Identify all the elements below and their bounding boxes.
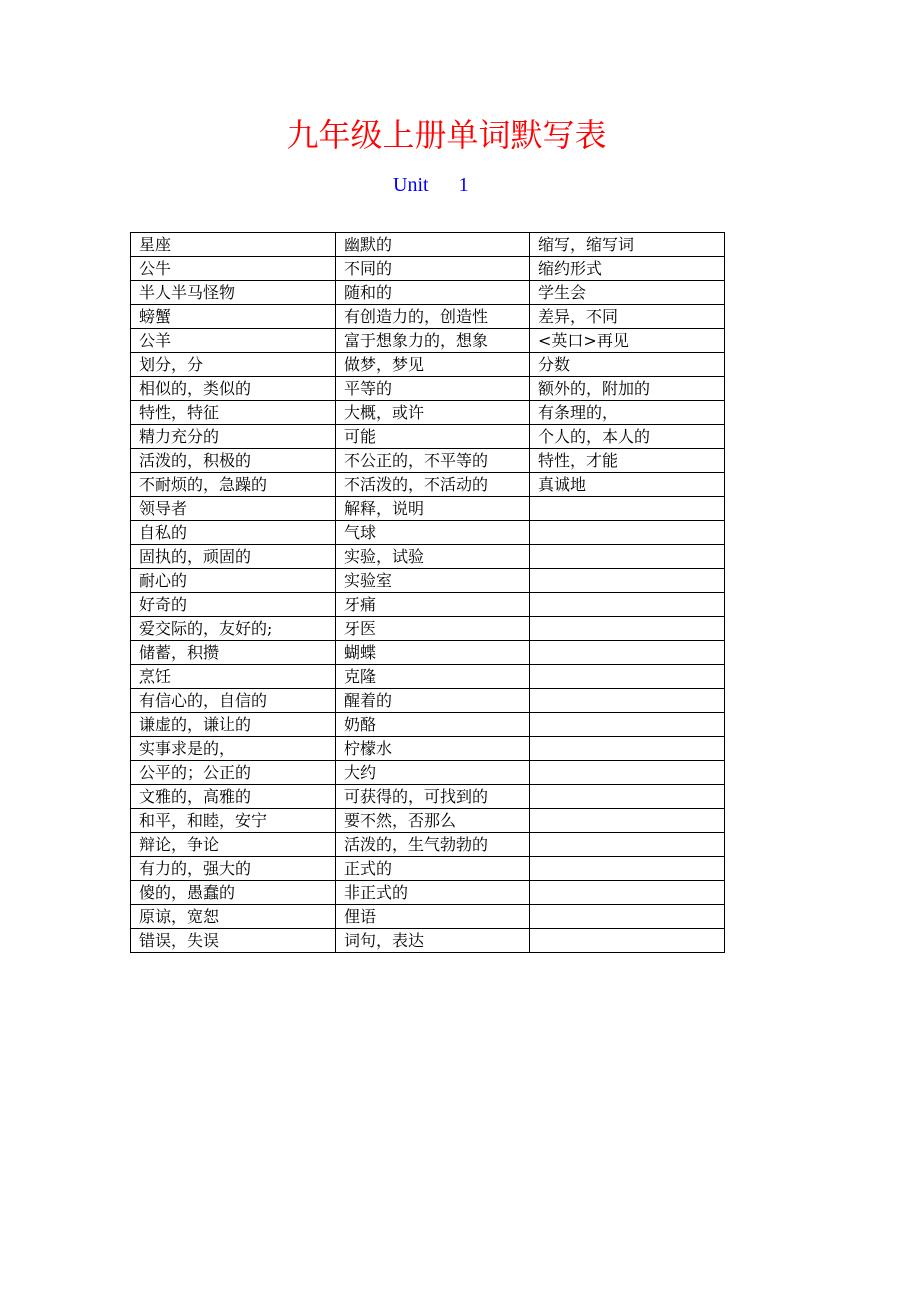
table-cell: 额外的，附加的 xyxy=(530,377,725,401)
table-row xyxy=(131,569,725,593)
table-cell: 可获得的，可找到的 xyxy=(336,785,530,809)
table-row xyxy=(131,641,725,665)
table-cell: 要不然，否那么 xyxy=(336,809,530,833)
table-cell: 公平的；公正的 xyxy=(131,761,336,785)
table-cell xyxy=(530,569,725,593)
unit-number: 1 xyxy=(458,174,469,196)
table-cell xyxy=(530,857,725,881)
table-cell: 奶酪 xyxy=(336,713,530,737)
table-cell: 非正式的 xyxy=(336,881,530,905)
table-cell xyxy=(530,689,725,713)
table-cell: 储蓄，积攒 xyxy=(131,641,336,665)
table-row xyxy=(131,257,725,281)
table-cell: 辩论，争论 xyxy=(131,833,336,857)
unit-heading xyxy=(393,172,469,198)
table-row xyxy=(131,281,725,305)
table-cell: 精力充分的 xyxy=(131,425,336,449)
table-cell: 平等的 xyxy=(336,377,530,401)
table-row xyxy=(131,665,725,689)
table-cell: 耐心的 xyxy=(131,569,336,593)
table-cell: 蝴蝶 xyxy=(336,641,530,665)
table-cell xyxy=(530,521,725,545)
table-cell: 气球 xyxy=(336,521,530,545)
table-cell: 特性，特征 xyxy=(131,401,336,425)
table-cell xyxy=(530,905,725,929)
table-row xyxy=(131,377,725,401)
table-cell xyxy=(530,713,725,737)
table-cell: 差异，不同 xyxy=(530,305,725,329)
table-cell: 活泼的，生气勃勃的 xyxy=(336,833,530,857)
table-cell xyxy=(530,881,725,905)
table-cell: 谦虚的，谦让的 xyxy=(131,713,336,737)
table-cell: 和平，和睦，安宁 xyxy=(131,809,336,833)
table-row xyxy=(131,425,725,449)
table-cell: 随和的 xyxy=(336,281,530,305)
table-cell: 自私的 xyxy=(131,521,336,545)
table-cell: 领导者 xyxy=(131,497,336,521)
table-cell: 不同的 xyxy=(336,257,530,281)
table-row xyxy=(131,833,725,857)
table-cell xyxy=(530,641,725,665)
table-row xyxy=(131,449,725,473)
table-row xyxy=(131,593,725,617)
table-row xyxy=(131,545,725,569)
table-cell: 缩约形式 xyxy=(530,257,725,281)
table-row xyxy=(131,689,725,713)
table-cell: 有力的，强大的 xyxy=(131,857,336,881)
table-cell: 解释，说明 xyxy=(336,497,530,521)
table-cell: 文雅的，高雅的 xyxy=(131,785,336,809)
table-row xyxy=(131,713,725,737)
table-cell: 牙医 xyxy=(336,617,530,641)
table-row xyxy=(131,521,725,545)
table-cell: 词句，表达 xyxy=(336,929,530,953)
table-cell xyxy=(530,497,725,521)
table-row xyxy=(131,929,725,953)
unit-label: Unit xyxy=(393,174,429,196)
table-cell: 可能 xyxy=(336,425,530,449)
table-cell: 牙痛 xyxy=(336,593,530,617)
table-cell: 傻的，愚蠢的 xyxy=(131,881,336,905)
table-cell: 螃蟹 xyxy=(131,305,336,329)
table-row xyxy=(131,905,725,929)
table-cell: 划分，分 xyxy=(131,353,336,377)
table-cell: 幽默的 xyxy=(336,233,530,257)
table-cell: 原谅，宽恕 xyxy=(131,905,336,929)
table-cell xyxy=(530,617,725,641)
table-row xyxy=(131,305,725,329)
table-cell: 大约 xyxy=(336,761,530,785)
table-row xyxy=(131,497,725,521)
table-row xyxy=(131,353,725,377)
table-cell: 半人半马怪物 xyxy=(131,281,336,305)
table-cell: 实验室 xyxy=(336,569,530,593)
table-cell: 有创造力的，创造性 xyxy=(336,305,530,329)
table-cell xyxy=(530,761,725,785)
table-cell: 实事求是的， xyxy=(131,737,336,761)
table-cell xyxy=(530,809,725,833)
table-cell: 柠檬水 xyxy=(336,737,530,761)
table-cell: 有条理的， xyxy=(530,401,725,425)
table-row xyxy=(131,857,725,881)
table-row xyxy=(131,881,725,905)
table-cell: 好奇的 xyxy=(131,593,336,617)
table-cell: 星座 xyxy=(131,233,336,257)
table-cell: 正式的 xyxy=(336,857,530,881)
table-cell xyxy=(530,593,725,617)
table-cell: 相似的，类似的 xyxy=(131,377,336,401)
table-cell: 活泼的，积极的 xyxy=(131,449,336,473)
table-cell: 有信心的，自信的 xyxy=(131,689,336,713)
table-cell: 实验，试验 xyxy=(336,545,530,569)
table-cell: 不公正的，不平等的 xyxy=(336,449,530,473)
table-cell: 错误，失误 xyxy=(131,929,336,953)
table-row xyxy=(131,737,725,761)
table-cell: 真诚地 xyxy=(530,473,725,497)
table-cell: 克隆 xyxy=(336,665,530,689)
table-row xyxy=(131,473,725,497)
table-cell: 富于想象力的，想象 xyxy=(336,329,530,353)
table-cell: 俚语 xyxy=(336,905,530,929)
table-cell: 特性，才能 xyxy=(530,449,725,473)
table-cell: <英口>再见 xyxy=(530,329,725,353)
table-cell xyxy=(530,737,725,761)
page-title: 九年级上册单词默写表 xyxy=(286,116,607,154)
table-cell: 固执的，顽固的 xyxy=(131,545,336,569)
table-cell: 爱交际的，友好的; xyxy=(131,617,336,641)
table-row xyxy=(131,761,725,785)
table-row xyxy=(131,809,725,833)
table-cell: 醒着的 xyxy=(336,689,530,713)
table-row xyxy=(131,329,725,353)
table-cell: 公羊 xyxy=(131,329,336,353)
vocabulary-table xyxy=(130,232,725,953)
table-cell xyxy=(530,833,725,857)
table-cell: 烹饪 xyxy=(131,665,336,689)
table-cell: 不活泼的，不活动的 xyxy=(336,473,530,497)
table-cell xyxy=(530,785,725,809)
table-cell xyxy=(530,665,725,689)
table-row xyxy=(131,233,725,257)
table-cell xyxy=(530,545,725,569)
table-cell: 缩写，缩写词 xyxy=(530,233,725,257)
table-cell: 公牛 xyxy=(131,257,336,281)
table-cell: 学生会 xyxy=(530,281,725,305)
table-cell: 不耐烦的，急躁的 xyxy=(131,473,336,497)
table-row xyxy=(131,617,725,641)
table-row xyxy=(131,401,725,425)
table-cell: 做梦，梦见 xyxy=(336,353,530,377)
table-row xyxy=(131,785,725,809)
table-cell: 个人的，本人的 xyxy=(530,425,725,449)
table-cell xyxy=(530,929,725,953)
vocabulary-table-body xyxy=(131,233,725,953)
table-cell: 分数 xyxy=(530,353,725,377)
table-cell: 大概，或许 xyxy=(336,401,530,425)
